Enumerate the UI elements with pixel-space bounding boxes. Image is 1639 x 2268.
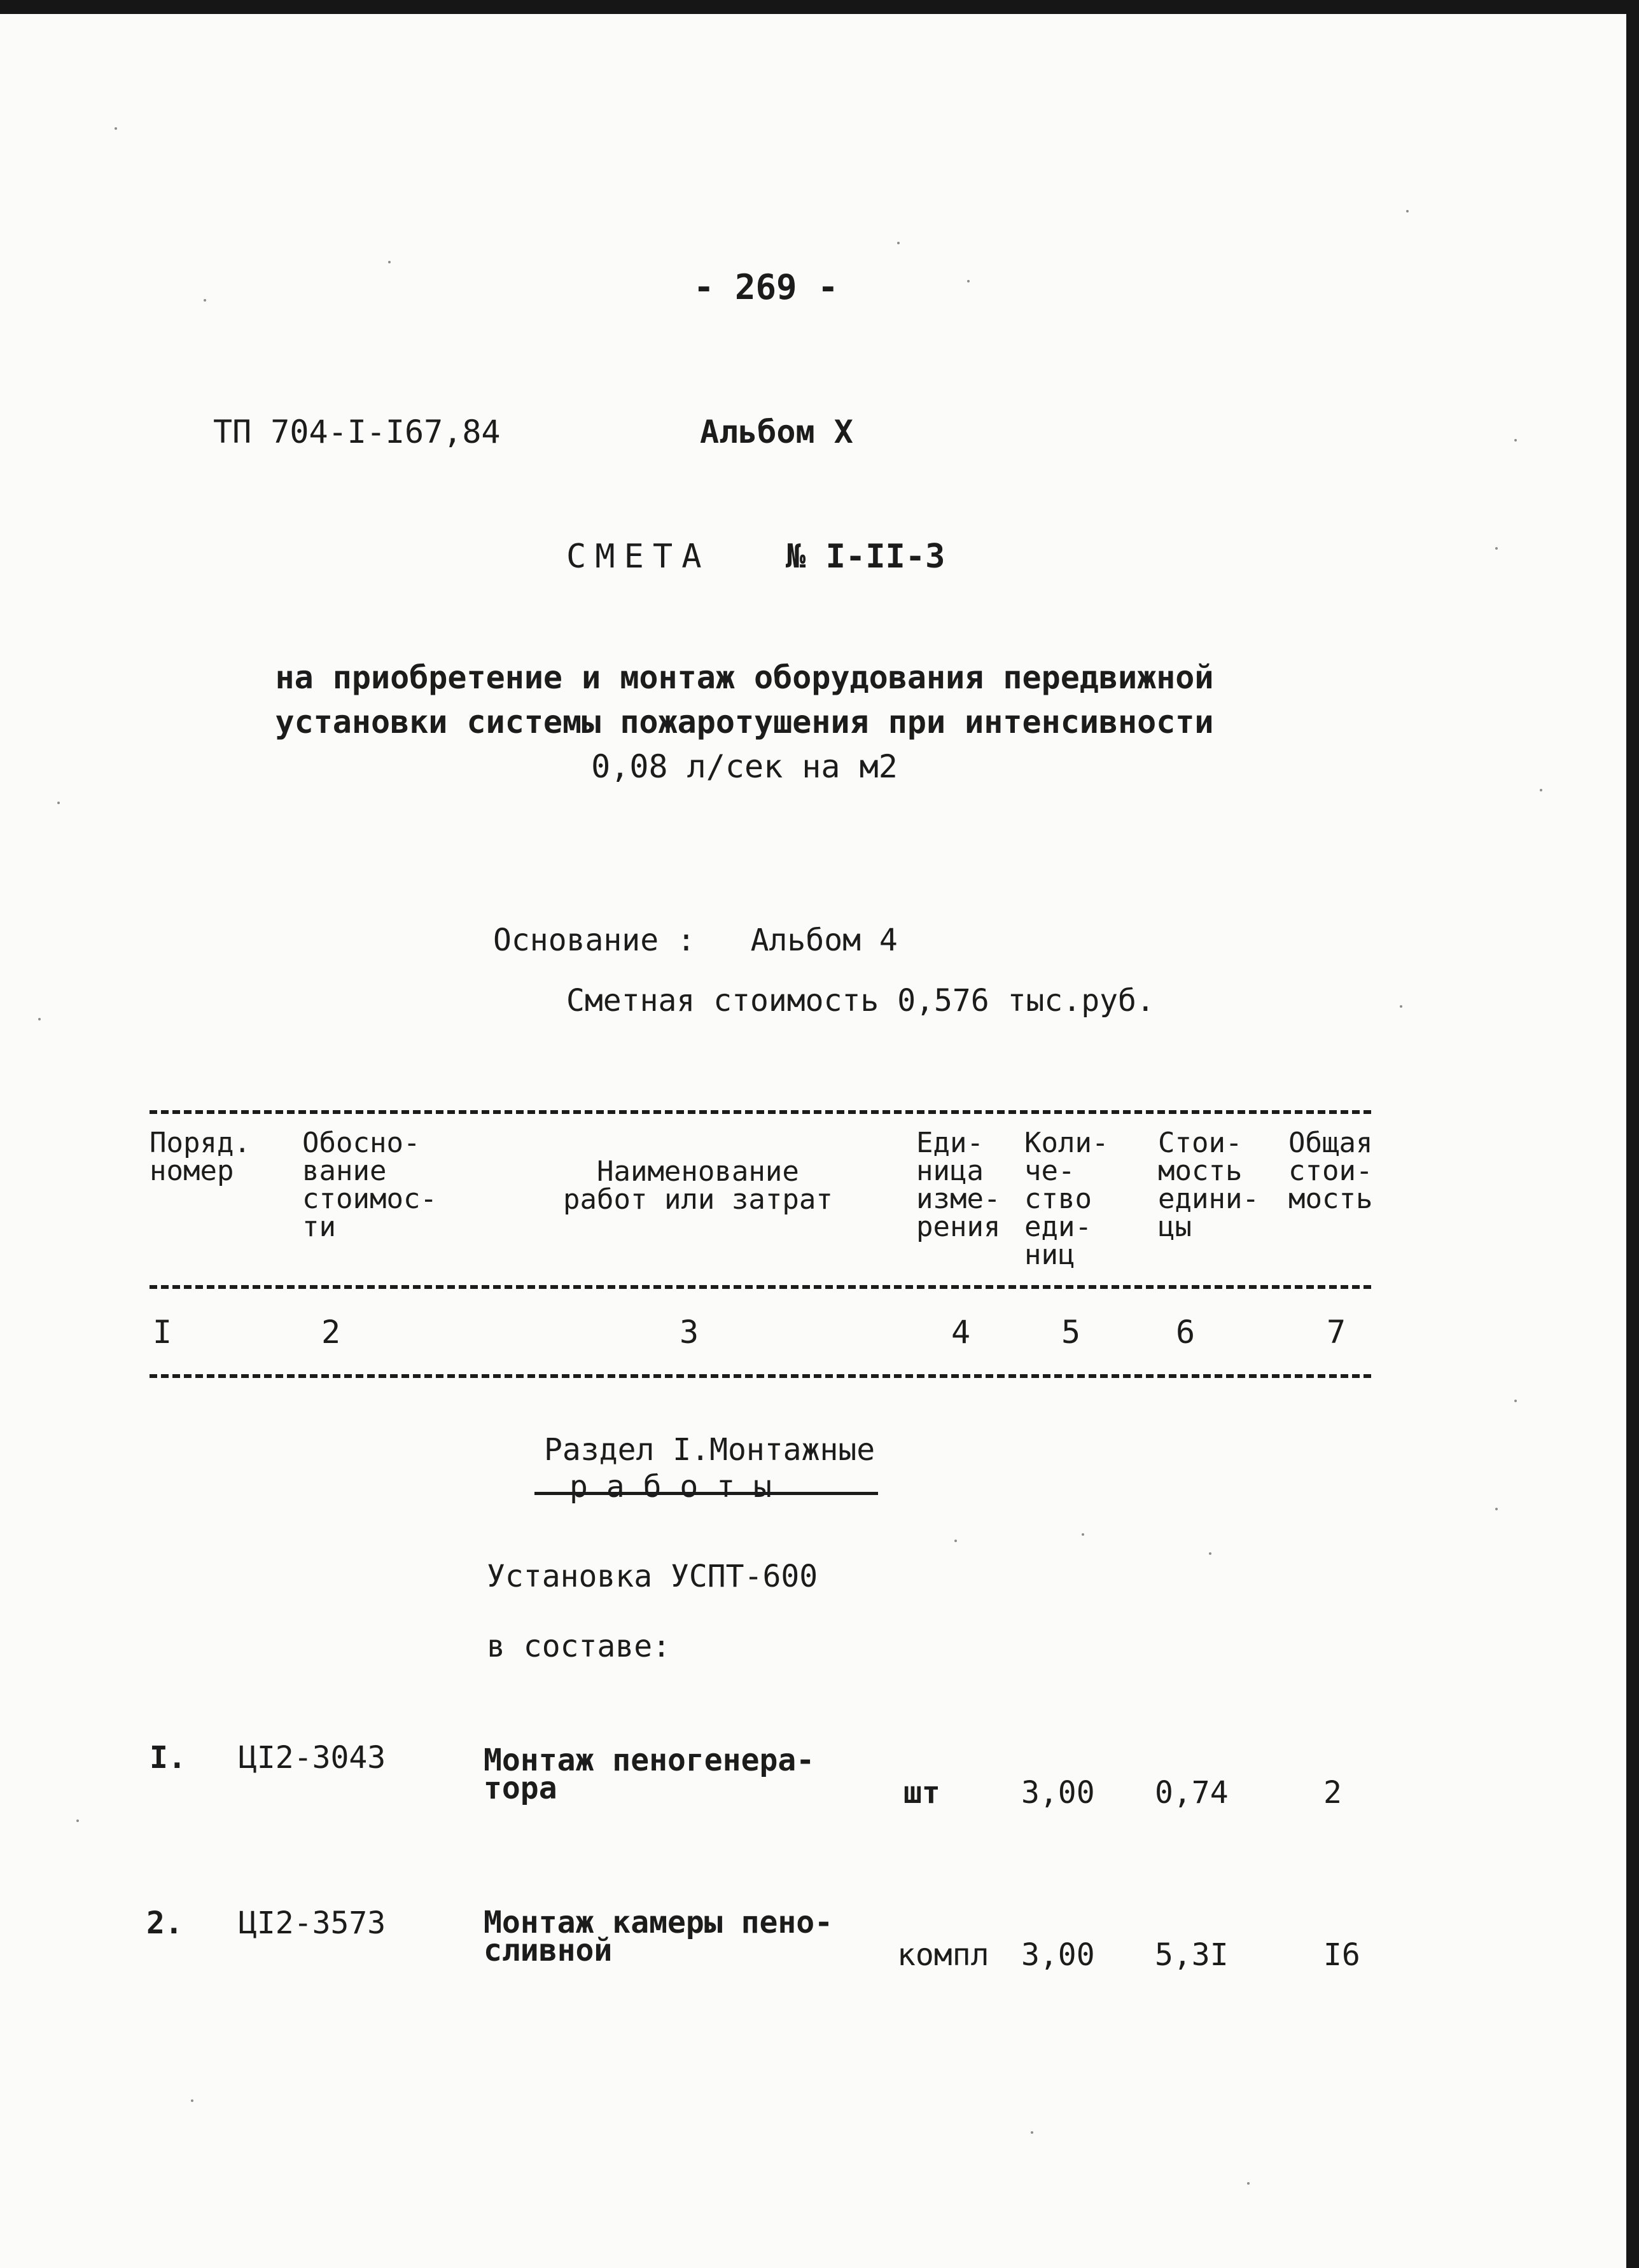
document-code: ТП 704-I-I67,84 [213, 414, 501, 450]
column-number-3: 3 [680, 1314, 699, 1351]
column-header-4: Еди- ница изме- рения [916, 1127, 1001, 1243]
group-subtitle: в составе: [487, 1629, 671, 1664]
column-number-2: 2 [321, 1314, 341, 1351]
column-header-2: Обосно- вание стоимос- ти [302, 1127, 437, 1243]
row-total: 2 [1323, 1775, 1342, 1811]
row-name-line-1: Монтаж пеногенера- [484, 1743, 815, 1778]
column-number-1: I [153, 1314, 172, 1351]
table-top-rule [150, 1110, 1371, 1114]
estimated-cost-line [566, 983, 1155, 1019]
row-name-line-1: Монтаж камеры пено- [484, 1905, 833, 1940]
row-quantity: 3,00 [1021, 1937, 1095, 1973]
page-number: - 269 - [694, 267, 839, 307]
column-number-5: 5 [1061, 1314, 1081, 1351]
row-number: 2. [146, 1905, 183, 1941]
table-header-rule [150, 1285, 1371, 1289]
column-header-5: Коли- че- ство еди- ниц [1024, 1127, 1109, 1271]
row-total: I6 [1323, 1937, 1360, 1973]
group-title: Установка УСПТ-600 [487, 1559, 818, 1594]
row-unit: компл [897, 1937, 989, 1973]
subtitle-line-2: установки системы пожаротушения при интенсивности [275, 704, 1214, 741]
column-number-7: 7 [1327, 1314, 1346, 1351]
column-header-1: Поряд. номер [150, 1127, 251, 1187]
row-name [484, 1905, 833, 1968]
column-header-6: Стои- мость едини- цы [1158, 1127, 1259, 1243]
column-number-4: 4 [951, 1314, 971, 1351]
row-unit-cost: 0,74 [1155, 1775, 1229, 1811]
basis-value: Альбом 4 [750, 922, 898, 958]
table-numbers-rule [150, 1374, 1371, 1378]
column-header-7: Общая стои- мость [1288, 1127, 1373, 1215]
column-header-3: Наименование работ или затрат [563, 1155, 833, 1216]
section-title-line-1: Раздел I.Монтажные [544, 1432, 875, 1468]
row-quantity: 3,00 [1021, 1775, 1095, 1811]
column-number-6: 6 [1176, 1314, 1196, 1351]
subtitle-line-3: 0,08 л/сек на м2 [591, 748, 898, 785]
row-code: ЦI2-3573 [239, 1905, 386, 1941]
estimate-subtitle [267, 655, 1222, 789]
section-underline [534, 1492, 878, 1495]
estimate-title: СМЕТА [566, 538, 711, 576]
row-name [484, 1743, 815, 1806]
scan-right-edge [1626, 0, 1639, 2268]
album-label: Альбом X [700, 414, 853, 450]
estimated-cost-unit: тыс.руб. [1007, 983, 1155, 1019]
row-unit: шт [903, 1775, 940, 1811]
estimated-cost-value: 0,576 [897, 983, 989, 1019]
row-name-line-2: тора [484, 1771, 557, 1806]
estimated-cost-label: Сметная стоимость [566, 983, 879, 1019]
row-number: I. [150, 1740, 186, 1776]
basis-label: Основание : [493, 922, 695, 958]
basis-line [493, 922, 898, 958]
estimate-number: № I-II-3 [786, 538, 945, 576]
subtitle-line-1: на приобретение и монтаж оборудования передвижной [275, 659, 1214, 696]
row-unit-cost: 5,3I [1155, 1937, 1229, 1973]
row-name-line-2: сливной [484, 1933, 613, 1968]
scan-top-edge [0, 0, 1639, 14]
row-code: ЦI2-3043 [239, 1740, 386, 1776]
section-title-line-2: р а б о т ы [569, 1469, 772, 1505]
